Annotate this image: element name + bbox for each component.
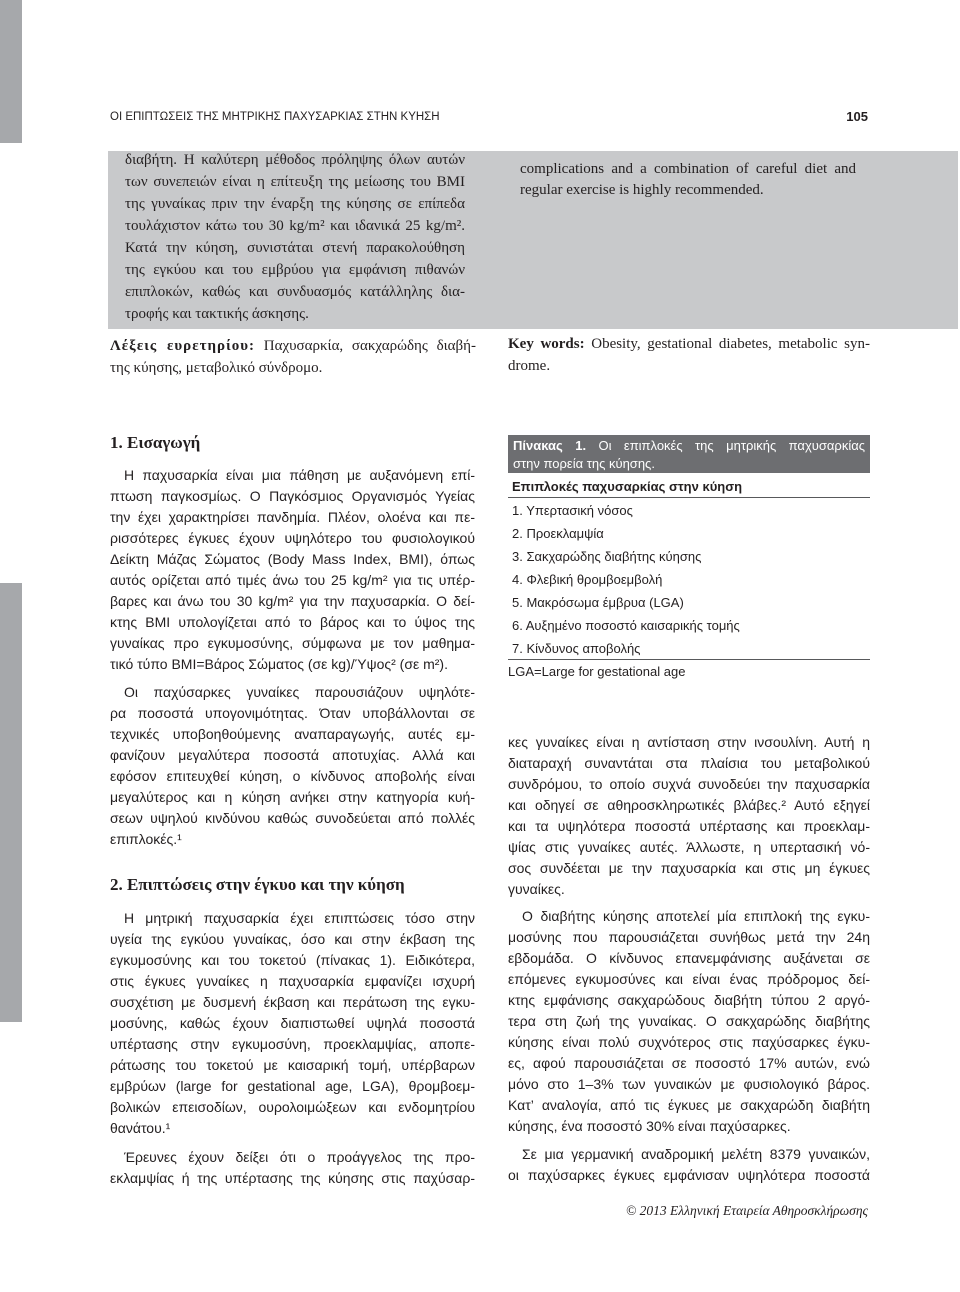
copyright-footer: © 2013 Ελληνική Εταιρεία Αθηροσκλήρωσης [626, 1203, 868, 1218]
keywords-text: Obesity, gestational diabetes, metabolic syn- [591, 336, 870, 352]
text-line: επιπλοκών, καθώς και συνδυασμός κατάλληλης δια- [125, 284, 465, 300]
table-row: 3. Σακχαρώδης διαβήτης κύησης [512, 548, 702, 564]
text-line: της γυναίκας πριν την έναρξη της κύησης σε επίπεδα [125, 196, 465, 212]
text-line [110, 335, 476, 357]
text-line: Σε μια γερμανική αναδρομική μελέτη 8379 γυναικών, [522, 1145, 870, 1162]
paragraph [110, 1147, 475, 1189]
text-line: και οδηγεί σε αθηροσκληρωτικές βλάβες.² Αυτό εξηγεί [508, 796, 870, 813]
text-line: Δείκτη Μάζας Σώματος (Body Mass Index, BMI), όπως [110, 550, 475, 567]
text-line: ρισσότερες έγκυες έχουν υψηλότερο του φυσιολογικού [110, 529, 475, 546]
text-line: πτωση παγκοσμίως. Ο Παγκόσμιος Οργανισμός Υγείας [110, 487, 475, 504]
table-caption-text: Οι επιπλοκές της μητρικής παχυσαρκίας [598, 438, 865, 453]
text-line: υγεία της εγκύου γυναίκας, όσο και στην έκβαση της [110, 930, 475, 947]
table-footnote: LGA=Large for gestational age [508, 664, 686, 679]
keywords-greek [110, 335, 476, 379]
text-line: τεχνικές υποβοηθούμενης αναπαραγωγής, αυτές εμ- [110, 725, 475, 742]
paragraph [508, 1144, 870, 1186]
text-line: της εγκύου και του εμβρύου για εμφάνιση πιθανών [125, 262, 465, 278]
text-line: Κατά την κύηση, συνιστάται στενή παρακολούθηση [125, 240, 465, 256]
text-line: κύησης είναι πολύ συχνότερος στις παχύσαρκες έγκυ- [508, 1033, 870, 1050]
margin-tab [0, 583, 22, 1022]
text-line: τικό τύπο BMI=Βάρος Σώματος (σε kg)/Ύψος² (σε m²). [110, 655, 448, 672]
paragraph [110, 465, 475, 675]
table-caption [508, 435, 870, 473]
text-line: Ο διαβήτης κύησης αποτελεί μία επιπλοκή της εγκυ- [522, 907, 870, 924]
keywords-english [508, 333, 870, 377]
text-line: Κατ’ αναλογία, από τις έγκυες με σακχαρώδη διαβήτη [508, 1096, 870, 1113]
table-header: Επιπλοκές παχυσαρκίας στην κύηση [512, 479, 743, 494]
text-line: σος συνδέεται με την παχυσαρκία και στις μη έγκυες [508, 859, 870, 876]
table-row: 4. Φλεβική θρομβοεμβολή [512, 571, 663, 587]
text-line: εκλαμψίας ή της υπέρτασης της κύησης στις παχύσαρ- [110, 1169, 475, 1186]
text-line: ες, αφού παρουσιάζεται σε ποσοστό 17% αυτών, ενώ [508, 1054, 870, 1071]
text-line: εμβρύων (large for gestational age, LGA), θρομβοεμ- [110, 1077, 475, 1094]
text-line: μεγαλύτερος και η κύηση ανήκει στην κατηγορία κυή- [110, 788, 475, 805]
keywords-text: Παχυσαρκία, σακχαρώδης διαβή- [263, 338, 477, 354]
abstract-greek [125, 149, 465, 325]
text-line: μοσύνης, καθώς έχουν διαπιστωθεί υψηλά ποσοστά [110, 1014, 475, 1031]
text-line: της κύησης, μεταβολικό σύνδρομο. [110, 360, 323, 376]
text-line: τερα στη ζωή της γυναίκας. Ο σακχαρώδης διαβήτης [508, 1012, 870, 1029]
keywords-label: Key words: [508, 336, 585, 352]
text-line: των συνεπειών είναι η επίτευξη της μείωσης του BMI [125, 174, 465, 190]
text-line [513, 437, 865, 455]
text-line: Οι παχύσαρκες γυναίκες παρουσιάζουν υψηλότε- [124, 683, 475, 700]
text-line: οι παχύσαρκες έγκυες εμφάνισαν υψηλότερα ποσοστά [508, 1166, 870, 1183]
text-line: κύησης, ένα ποσοστό 30% είναι παχύσαρκες. [508, 1117, 791, 1134]
paragraph [110, 682, 475, 850]
text-line: γυναίκας προ εγκυμοσύνης, σύμφωνα με τον μαθημα- [110, 634, 475, 651]
running-title: ΟΙ ΕΠΙΠΤΩΣΕΙΣ ΤΗΣ ΜΗΤΡΙΚΗΣ ΠΑΧΥΣΑΡΚΙΑΣ ΣΤΗΝ ΚΥΗΣΗ [110, 111, 440, 123]
text-line: μοσύνης που παρουσιάζεται συνήθως μετά την 24η [508, 928, 870, 945]
text-line: και τα υψηλότερα ποσοστά υπέρτασης και προεκλαμ- [508, 817, 870, 834]
text-line: Έρευνες έχουν δείξει ότι ο προάγγελος της προ- [124, 1148, 475, 1165]
text-line: regular exercise is highly recommended. [520, 182, 764, 198]
keywords-label: Λέξεις ευρετηρίου: [110, 338, 256, 354]
text-line: drome. [508, 358, 551, 374]
text-line: συσχέτιση με δυσμενή έκβαση και περάτωση της εγκυ- [110, 993, 475, 1010]
text-line: θανάτου.¹ [110, 1119, 171, 1136]
text-line: κτης BMI υπολογίζεται από το βάρος και το ύψος της [110, 613, 475, 630]
text-line: τουλάχιστον κάτω του 30 kg/m² και ιδανικά 25 kg/m². [125, 218, 465, 234]
text-line [508, 333, 870, 355]
text-line: φανίζουν μεγαλύτερα ποσοστά αποτυχίας. Αλλά και [110, 746, 475, 763]
paragraph [508, 732, 870, 900]
text-line: σεων υψηλού κινδύνου καθώς συνοδεύεται από πολλές [110, 809, 475, 826]
text-line: εβδομάδα. Ο κίνδυνος επανεμφάνισης αυξάνεται σε [508, 949, 870, 966]
text-line: ρα ποσοστά υπογονιμότητας. Όταν υποβάλλονται σε [110, 704, 475, 721]
margin-tab [0, 0, 22, 143]
text-line: επόμενες εγκυμοσύνες και είναι ένας πρόδρομος δεί- [508, 970, 870, 987]
text-line: ψίας στις γυναίκες αυτές. Άλλωστε, η υπερτασική νό- [508, 838, 870, 855]
table-rule [508, 659, 870, 660]
table-row: 7. Κίνδυνος αποβολής [512, 640, 641, 656]
text-line: Η μητρική παχυσαρκία έχει επιπτώσεις τόσο στην [124, 909, 475, 926]
text-line: βολικών επεισοδίων, ουρολοιμώξεων και ενδομητρίου [110, 1098, 475, 1115]
table-row: 5. Μακρόσωμα έμβρυα (LGA) [512, 594, 684, 610]
text-line: Η παχυσαρκία είναι μια πάθηση με αυξανόμενη επί- [124, 466, 475, 483]
text-line: εφόσον επιτευχθεί κύηση, ο κίνδυνος αποβολής είναι [110, 767, 475, 784]
text-line: τροφής και τακτικής άσκησης. [125, 306, 309, 322]
text-line: υπέρτασης στην εγκυμοσύνη, προεκλαμψίας, αποπε- [110, 1035, 475, 1052]
text-line: στις έγκυες γυναίκες η παχυσαρκία εμφανίζει ισχυρή [110, 972, 475, 989]
text-line: κες γυναίκες είναι η αντίσταση στην ινσουλίνη. Αυτή η [508, 733, 870, 750]
text-line: διαβήτη. Η καλύτερη μέθοδος πρόληψης όλων αυτών [125, 152, 465, 168]
text-line: στην πορεία της κύησης. [513, 456, 655, 471]
section-heading: 1. Εισαγωγή [110, 433, 201, 452]
table-body [512, 499, 868, 660]
text-line: διαταραχή συναντάται στα πλαίσια του μεταβολικού [508, 754, 870, 771]
text-line: ράτωσης του τοκετού με καισαρική τομή, υπέρβαρων [110, 1056, 475, 1073]
text-line: κτης εμφάνισης σακχαρώδους διαβήτη τύπου 2 αργό- [508, 991, 870, 1008]
table-row: 2. Προεκλαμψία [512, 525, 604, 541]
text-line: μόνο στο 1–3% των γυναικών με φυσιολογικό βάρος. [508, 1075, 870, 1092]
abstract-english [520, 159, 856, 201]
text-line: βαρες και άνω του 30 kg/m² για την παχυσαρκία. Ο δεί- [110, 592, 475, 609]
text-line: επιπλοκές.¹ [110, 830, 182, 847]
text-line: εγκυμοσύνης και του τοκετού (πίνακας 1). Ειδικότερα, [110, 951, 475, 968]
page-number: 105 [846, 109, 868, 124]
text-line: συνδρόμου, το οποίο συχνά συνοδεύει την παχυσαρκία [508, 775, 870, 792]
text-line: complications and a combination of careful diet and [520, 161, 856, 177]
table-label: Πίνακας 1. [513, 438, 587, 453]
table-row: 6. Αυξημένο ποσοστό καισαρικής τομής [512, 617, 740, 633]
text-line: την έχει χαρακτηρίσει πανδημία. Πλέον, ολοένα και πε- [110, 508, 475, 525]
section-heading: 2. Επιπτώσεις στην έγκυο και την κύηση [110, 875, 405, 894]
text-line: γυναίκες. [508, 880, 565, 897]
paragraph [110, 908, 475, 1139]
table-row: 1. Υπερτασική νόσος [512, 502, 633, 518]
text-line: αυτός ορίζεται από τιμές άνω του 25 kg/m² για τις υπέρ- [110, 571, 475, 588]
paragraph [508, 906, 870, 1137]
